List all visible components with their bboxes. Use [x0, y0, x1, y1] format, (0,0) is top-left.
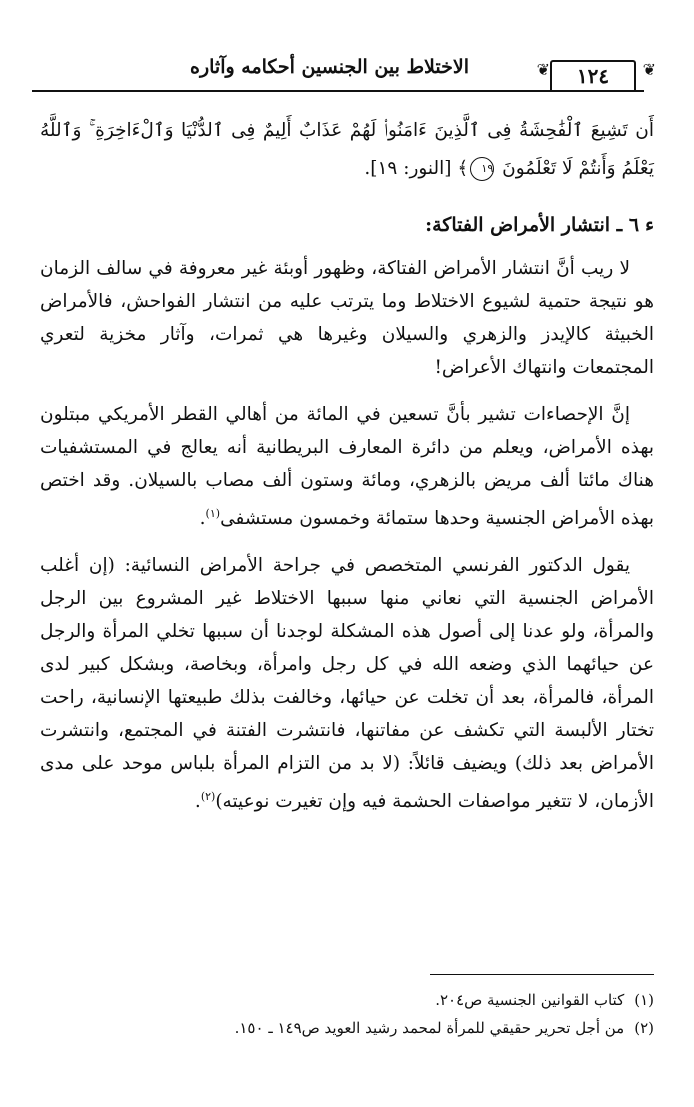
footnote-ref-2[interactable]: (٢) — [200, 790, 216, 804]
paragraph-1: لا ريب أنَّ انتشار الأمراض الفتاكة، وظهور أوبئة غير معروفة في سالف الزمان هو نتيجة حتمية لشيوع الاختلاط وما يترتب عليه من انتشار الفواحش، فالأمراض الخبيثة كالإيدز والزهري والسيلان وغيرها هي ثمرات، وآثار مخزية لتعري المجتمعات وانتهاك الأعراض! — [40, 258, 654, 378]
footnote-1: (١)كتاب القوانين الجنسية ص٢٠٤. — [435, 991, 654, 1009]
verse-text: أَن تَشِيعَ ٱلْفَٰحِشَةُ فِى ٱلَّذِينَ ءَامَنُوا۟ لَهُمْ عَذَابٌ أَلِيمٌ فِى ٱلدُّنْيَا وَٱلْءَاخِرَةِ ۚ وَٱللَّهُ يَعْلَمُ وَأَنتُمْ لَا تَعْلَمُونَ — [40, 120, 654, 179]
paragraph-2: إنَّ الإحصاءات تشير بأنَّ تسعين في المائة من أهالي القطر الأمريكي مبتلون بهذه الأمراض، ويعلم من دائرة المعارف البريطانية أنه يعالج في المستشفيات هناك مائتا ألف مريض بالزهري، ومائة وستون ألف مصاب بالسيلان. وقد اختص بهذه الأمراض الجنسية وحدها ستمائة وخمسون مستشفى$^{(١)}$. — [40, 404, 654, 530]
verse-close-bracket: ﴾ — [457, 158, 469, 179]
footnote-ref-1[interactable]: (١) — [205, 507, 221, 520]
section-title: ـ انتشار الأمراض الفتاكة: — [425, 214, 623, 236]
page-content — [40, 112, 654, 818]
footnote-2: (٢)من أجل تحرير حقيقي للمرأة لمحمد رشيد العويد ص١٤٩ ـ ١٥٠. — [234, 1019, 654, 1037]
section-number: ٦ — [628, 214, 640, 236]
verse-citation: [النور: ١٩]. — [364, 158, 452, 179]
quran-verse — [40, 112, 654, 188]
section-symbol: ء — [645, 214, 654, 236]
paragraph-3: يقول الدكتور الفرنسي المتخصص في جراحة الأمراض النسائية: (إن أغلب الأمراض الجنسية التي نعاني منها سببها الاختلاط غير المشروع بين الرجل والمرأة، ولو عدنا إلى أصول هذه المشكلة لوجدنا أن سببها تخلي المرأة والرجل عن حيائهما الذي وضعه الله في كل رجل وامرأة، وبخاصة، وبشكل كبير لدى المرأة، فالمرأة، بعد أن تخلت عن حيائها، وخالفت بذلك طبيعتها الإنسانية، راحت تختار الألبسة التي تكشف عن مفاتنها، فانتشرت الفتنة في المجتمع، وانتشرت الأمراض بعد ذلك) ويضيف قائلاً: (لا بد من التزام المرأة بلباس موحد على مدى الأزمان، لا تتغير مواصفات الحشمة فيه وإن تغيرت نوعيته)$^{(٢)}$. — [40, 555, 654, 813]
footnote-rule — [430, 974, 654, 975]
page-number: ١٢٤ — [550, 60, 636, 92]
footnotes — [40, 986, 654, 1042]
section-heading — [40, 208, 654, 242]
header-rule — [32, 90, 644, 92]
ornament-right-icon: ❦ — [642, 60, 656, 79]
running-title: الاختلاط بين الجنسين أحكامه وآثاره — [190, 56, 469, 78]
ayah-number-badge: ١٩ — [470, 157, 494, 181]
ornament-left-icon: ❦ — [536, 60, 550, 79]
page-header — [32, 48, 656, 100]
